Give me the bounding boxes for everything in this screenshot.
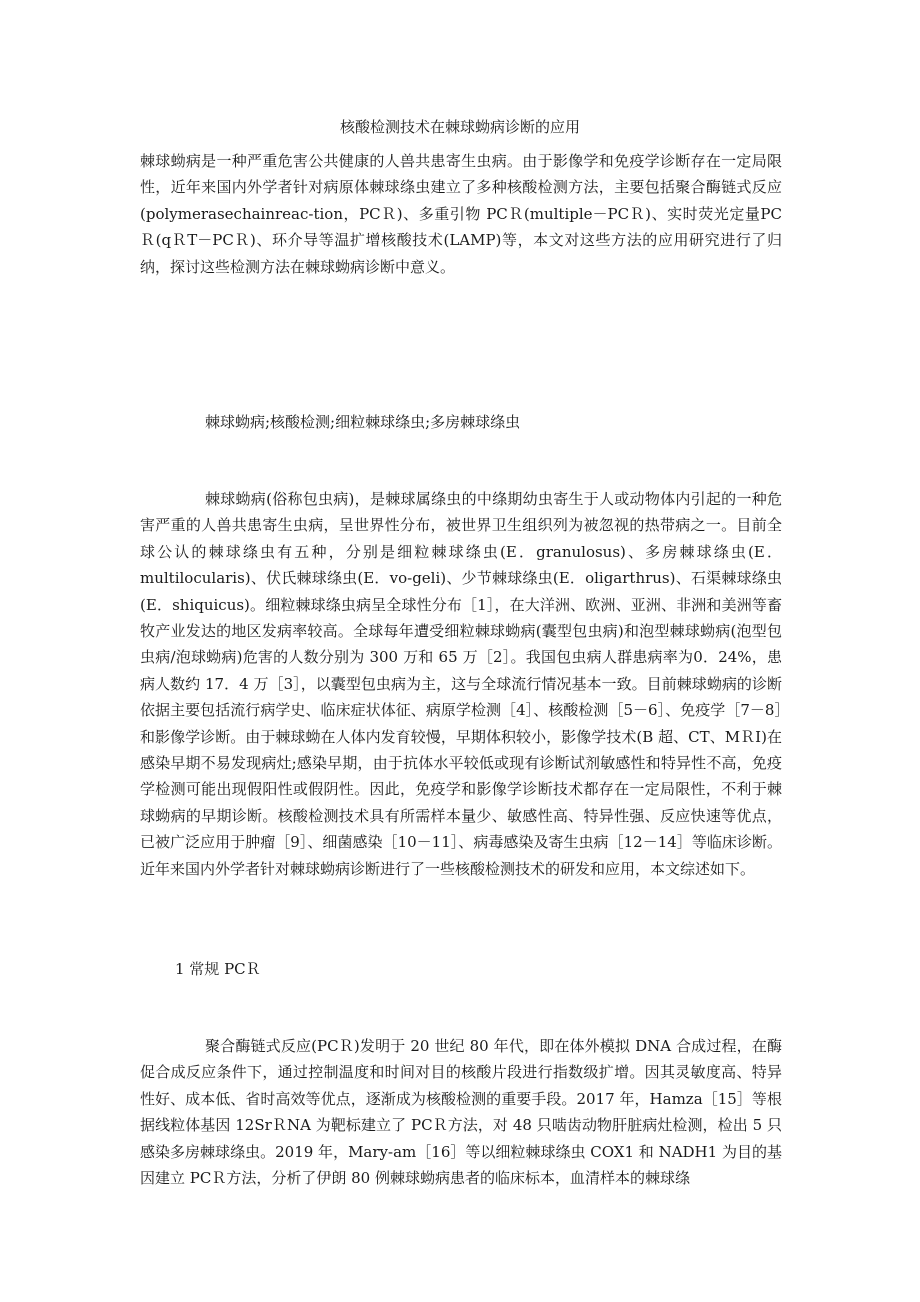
document-title: 核酸检测技术在棘球蚴病诊断的应用 xyxy=(339,118,580,136)
section-body-pcr: 聚合酶链式反应(PCＲ)发明于 20 世纪 80 年代，即在体外模拟 DNA 合成过程，在酶促合成反应条件下，通过控制温度和时间对目的核酸片段进行指数级扩增。因其灵敏度高、特异性好、成本低、省时高效等优点，逐渐成为核酸检测的重要手段。2017 年，Hamza［15］等根据线粒体基因 12SrＲNA 为靶标建立了 PCＲ方法，对 48 只啮齿动物肝脏病灶检测，检出 5 只感染多房棘球绦虫。2019 年，Mary-am［16］等以细粒棘球绦虫 COX1 和 NADH1 为目的基因建立 PCＲ方法，分析了伊朗 80 例棘球蚴病患者的临床标本，血清样本的棘球绦 xyxy=(140,1037,782,1188)
abstract-paragraph: 棘球蚴病是一种严重危害公共健康的人兽共患寄生虫病。由于影像学和免疫学诊断存在一定局限性，近年来国内外学者针对病原体棘球绦虫建立了多种核酸检测方法，主要包括聚合酶链式反应(polymerasechainreac-tion，PCＲ)、多重引物 PCＲ(multiple－PCＲ)、实时荧光定量PCＲ(qＲT－PCＲ)、环介导等温扩增核酸技术(LAMP)等，本文对这些方法的应用研究进行了归纳，探讨这些检测方法在棘球蚴病诊断中意义。 xyxy=(140,152,782,276)
introduction-paragraph: 棘球蚴病(俗称包虫病)，是棘球属绦虫的中绦期幼虫寄生于人或动物体内引起的一种危害严重的人兽共患寄生虫病，呈世界性分布，被世界卫生组织列为被忽视的热带病之一。目前全球公认的棘球绦虫有五种，分别是细粒棘球绦虫(E．granulosus)、多房棘球绦虫(E．multilocularis)、伏氏棘球绦虫(E．vo-geli)、少节棘球绦虫(E．oligarthrus)、石渠棘球绦虫(E．shiquicus)。细粒棘球绦虫病呈全球性分布［1］，在大洋洲、欧洲、亚洲、非洲和美洲等畜牧产业发达的地区发病率较高。全球每年遭受细粒棘球蚴病(囊型包虫病)和泡型棘球蚴病(泡型包虫病/泡球蚴病)危害的人数分别为 300 万和 65 万［2］。我国包虫病人群患病率为0．24%，患病人数约 17．4 万［3］，以囊型包虫病为主，这与全球流行情况基本一致。目前棘球蚴病的诊断依据主要包括流行病学史、临床症状体征、病原学检测［4］、核酸检测［5－6］、免疫学［7－8］和影像学诊断。由于棘球蚴在人体内发育较慢，早期体积较小，影像学技术(B 超、CT、MＲI)在感染早期不易发现病灶;感染早期，由于抗体水平较低或现有诊断试剂敏感性和特异性不高，免疫学检测可能出现假阳性或假阴性。因此，免疫学和影像学诊断技术都存在一定局限性，不利于棘球蚴病的早期诊断。核酸检测技术具有所需样本量少、敏感性高、特异性强、反应快速等优点，已被广泛应用于肿瘤［9］、细菌感染［10－11］、病毒感染及寄生虫病［12－14］等临床诊断。近年来国内外学者针对棘球蚴病诊断进行了一些核酸检测技术的研发和应用，本文综述如下。 xyxy=(140,490,782,878)
section-heading-pcr: 1 常规 PCＲ xyxy=(175,960,261,978)
keywords-line: 棘球蚴病;核酸检测;细粒棘球绦虫;多房棘球绦虫 xyxy=(205,413,521,431)
